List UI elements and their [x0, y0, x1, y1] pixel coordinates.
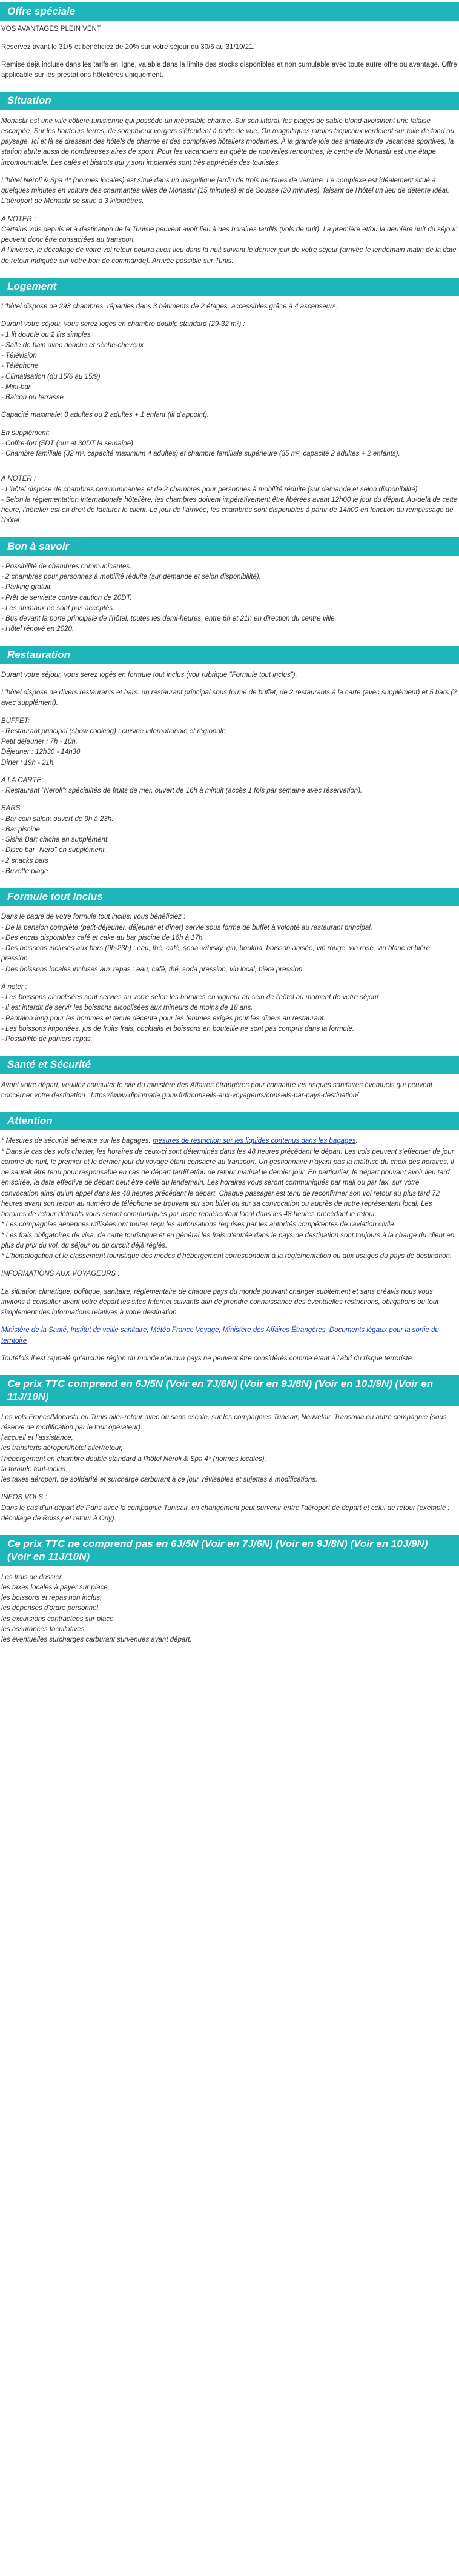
section-restauration	[0, 646, 459, 877]
sante-text: Avant votre départ, veuillez consulter le site du ministère des Affaires étrangères pour connaître les risques sanitaires éventuels qui peuvent concerner votre destination : https://www.diplomatie.gouv.fr/fr/conseils-aux-voyageurs/conseils-par-pays-destination/	[1, 1081, 433, 1099]
restauration-block: A LA CARTE: - Restaurant "Neroli": spécialités de fruits de mer, ouvert de 16h à minuit (accès 1 fois par semaine avec réservation).	[1, 776, 363, 794]
info-text: La situation climatique, politique, sanitaire, réglementaire de chaque pays du monde pouvant changer subitement et sans préavis nous vous invitons à consulter avant votre départ les sites Internet suivants afin de prendre connaissance des éventuelles restrictions, obligations ou tout simplement des informations relatives à votre destination.	[1, 1288, 439, 1316]
section-situation	[0, 92, 459, 267]
section-attention	[0, 1112, 459, 1364]
comprend-body	[0, 1413, 459, 1525]
comprend-item: les taxes aéroport, de solidarité et surcharge carburant à ce jour, révisables et sujettes à modifications.	[1, 1476, 318, 1483]
section-title-offre: Offre spéciale	[0, 2, 459, 21]
section-bon-a-savoir	[0, 537, 459, 635]
section-title-bon-a-savoir: Bon à savoir	[0, 537, 459, 556]
offre-line: Réservez avant le 31/5 et bénéficiez de 20% sur votre séjour du 30/6 au 31/10/21.	[1, 43, 255, 51]
attention-intro: * Mesures de sécurité aérienne sur les bagages:	[1, 1137, 153, 1145]
section-formule	[0, 888, 459, 1045]
attention-rest: . * Dans le cas des vols charter, les horaires de ceux-ci sont déterminés dans les 48 heures précédant le départ. Les vols peuvent s'effectuer de jour comme de nuit, le premier et le dernier jour du voyage étant consacré au transport. Un gestionnaire n'ayant pas la maîtrise du choix des horaires, il ne saurait être tenu pour responsable en cas de départ tardif et/ou de retour matinal le dernier jour. En particulier, le départ pouvant avoir lieu tard en soirée, la date effective de départ peut être celle du lendemain. Les horaires vous seront communiqués par mail ou par fax, sur votre convocation ainsi qu'un appel dans les 48 heures précédant le départ. Chaque passager est tenu de reconfirmer son vol retour au plus tard 72 heures avant son retour au numéro de téléphone se trouvant sur son billet ou sur sa convocation ou auprès de notre représentant local. Les horaires de retour définitifs vous seront communiqués par notre représentant local dans les 48 heures précédant le retour. * Les compagnies aériennes utilisées ont toutes reçu les autorisations requises par les autorités compétentes de l'aviation civile. * Les frais obligatoires de visa, de carte touristique et en général les frais d'entrée dans le pays de destination sont toujours à la charge du client en plus du prix du vol, du séjour ou du circuit déjà réglés. * L'homologation et le classement touristique des modes d'hébergement correspondent à la réglementation ou aux usages du pays de destination.	[1, 1137, 455, 1260]
section-title-ne-comprend: Ce prix TTC ne comprend pas en 6J/5N (Voir en 7J/6N) (Voir en 9J/8N) (Voir en 10J/9N) (Voir en 11J/10N)	[0, 1535, 459, 1566]
comprend-item: l'accueil et l'assistance,	[1, 1434, 73, 1442]
infovols-title: INFOS VOLS :	[1, 1494, 47, 1502]
ne-comprend-item: les assurances facultatives.	[1, 1625, 87, 1633]
logement-body	[0, 302, 459, 527]
logement-block: Durant votre séjour, vous serez logés en chambre double standard (29-32 m²) : - 1 lit double ou 2 lits simples - Salle de bain avec douche et sèche-cheveux - Télévision - Téléphone - Climatisation (du 15/6 au 15/9) - Mini-bar - Balcon ou terrasse	[1, 321, 245, 401]
formule-block: Dans le cadre de votre formule tout inclus, vous bénéficiez : - De la pension complète (petit-déjeuner, déjeuner et dîner) servie sous forme de buffet à volonté au restaurant principal. - Des encas disponibles café et cake au bar piscine de 16h à 17h. - Des boissons incluses aux bars (9h-23h) : eau, thé, café, soda, whisky, gin, boukha, boisson anisée, vin rouge, vin rosé, vin blanc et bière pression. - Des boissons locales incluses aux repas : eau, café, thé, soda pression, vin local, bière pression.	[1, 913, 431, 973]
offre-line: Remise déjà incluse dans les tarifs en ligne, valable dans la limite des stocks disponibles et non cumulable avec toute autre offre ou avantage. Offre applicable sur les prestations hôtelières uniquement.	[1, 61, 457, 79]
situation-paragraph: L'hôtel Néroli & Spa 4* (normes locales) est situé dans un magnifique jardin de trois hectares de verdure. Le complexe est idéalement situé à quelques minutes en voiture des charmantes villes de Monastir (15 minutes) et de Sousse (20 minutes), faisant de l'hôtel un lieu de détente idéal. L'aéroport de Monastir se situe à 3 kilomètres.	[1, 176, 449, 205]
link-veille-sanitaire[interactable]: Institut de veille sanitaire	[70, 1326, 147, 1334]
section-offre	[0, 2, 459, 81]
bon-a-savoir-item: - Possibilité de chambres communicantes.	[1, 562, 132, 570]
bon-a-savoir-item: - Prêt de serviette contre caution de 20DT.	[1, 594, 132, 602]
restauration-block: BUFFET: - Restaurant principal (show cooking) : cuisine internationale et régionale. Petit déjeuner : 7h - 10h. Déjeuner : 12h30 - 14h30. Dîner : 19h - 21h.	[1, 717, 228, 767]
logement-block: A NOTER : - L'hôtel dispose de chambres communicantes et de 2 chambres pour personnes à mobilité réduite (sur demande et selon disponibilité). - Selon la réglementation internationale hôtelière, les chambres doivent impérativement être libérées avant 12h00 le jour du départ. Au-delà de cette heure, l'hôtelier est en droit de facturer le client. Le jour de l'arrivée, les chambres sont disponibles à partir de 14h00 en fonction du remplissage de l'hôtel.	[1, 475, 458, 525]
restauration-block: Durant votre séjour, vous serez logés en formule tout inclus (voir rubrique "Formule tout inclus").	[1, 671, 297, 679]
logement-block: L'hôtel dispose de 293 chambres, réparties dans 3 bâtiments de 2 étages, accessibles grâce à 4 ascenseurs.	[1, 303, 338, 310]
comprend-item: la formule tout-inclus.	[1, 1465, 68, 1473]
section-logement	[0, 278, 459, 527]
link-documents-legaux[interactable]: Documents légaux pour la sortie du territoire	[1, 1326, 439, 1345]
section-title-formule: Formule tout inclus	[0, 888, 459, 906]
restauration-block: L'hôtel dispose de divers restaurants et bars: un restaurant principal sous forme de buffet, de 2 restaurants à la carte (avec supplément) et 5 bars (2 avec supplément).	[1, 689, 457, 707]
sante-body	[0, 1080, 459, 1102]
infovols-text: Dans le cas d'un départ de Paris avec la compagnie Tunisair, un changement peut survenir entre l'aéroport de départ et celui de retour (exemple : décollage de Roissy et retour à Orly).	[1, 1504, 450, 1522]
formule-body	[0, 912, 459, 1045]
section-comprend	[0, 1375, 459, 1524]
comprend-item: les transferts aéroport/hôtel aller/retour,	[1, 1445, 123, 1453]
logement-block: En supplément: - Coffre-fort (5DT (our et 30DT la semaine). - Chambre familiale (32 m², capacité maximum 4 adultes) et chambre familiale supérieure (35 m², capacité 2 adultes + 2 enfants).	[1, 429, 400, 458]
section-sante	[0, 1056, 459, 1101]
ne-comprend-body	[0, 1573, 459, 1646]
ne-comprend-item: Les frais de dossier,	[1, 1573, 64, 1581]
link-sante[interactable]: Ministère de la Santé	[1, 1326, 67, 1334]
comprend-item: l'hébergement en chambre double standard à l'hôtel Néroli & Spa 4* (normes locales),	[1, 1455, 266, 1463]
ne-comprend-item: les boissons et repas non inclus,	[1, 1594, 102, 1602]
ne-comprend-item: les dépenses d'ordre personnel,	[1, 1605, 101, 1612]
final-text: Toutefois il est rappelé qu'aucune région du monde n'aucun pays ne peuvent être considérés comme étant à l'abri du risque terroriste.	[1, 1354, 414, 1362]
info-title: INFORMATIONS AUX VOYAGEURS :	[1, 1270, 120, 1278]
situation-paragraph: A NOTER : Certains vols depuis et à destination de la Tunisie peuvent avoir lieu à des horaires tardifs (vols de nuit). La première et/ou la dernière nuit du séjour peuvent donc être consacrées au transport. A l'inverse, le décollage de votre vol retour pourra avoir lieu dans la nuit suivant le dernier jour de votre séjour (arrivée le lendemain matin de la date de retour indiquée sur votre bon de commande). Arrivée possible sur Tunis.	[1, 215, 457, 265]
attention-body	[0, 1136, 459, 1364]
section-title-sante: Santé et Sécurité	[0, 1056, 459, 1074]
link-meteo[interactable]: Météo France Voyage	[150, 1326, 219, 1334]
link-affaires-etrangeres[interactable]: Ministère des Affaires Étrangères	[222, 1326, 326, 1334]
section-title-comprend: Ce prix TTC comprend en 6J/5N (Voir en 7J/6N) (Voir en 9J/8N) (Voir en 10J/9N) (Voir en 11J/10N)	[0, 1375, 459, 1406]
bon-a-savoir-item: - Hôtel rénové en 2020.	[1, 625, 74, 633]
section-ne-comprend	[0, 1535, 459, 1645]
logement-block: Capacité maximale: 3 adultes ou 2 adultes + 1 enfant (lit d'appoint).	[1, 411, 210, 419]
section-title-attention: Attention	[0, 1112, 459, 1130]
comprend-item: Les vols France/Monastir ou Tunis aller-retour avec ou sans escale, sur les compagnies Tunisair, Nouvelair, Transavia ou autre compagnie (sous réserve de modification par le tour opérateur).	[1, 1413, 447, 1431]
offre-line: VOS AVANTAGES PLEIN VENT	[1, 25, 101, 33]
section-title-logement: Logement	[0, 278, 459, 296]
bon-a-savoir-body	[0, 562, 459, 635]
ne-comprend-item: les excursions contractées sur place,	[1, 1615, 116, 1623]
restauration-body	[0, 670, 459, 877]
liquid-restriction-link[interactable]: mesures de restriction sur les liquides contenus dans les bagages	[152, 1137, 356, 1145]
info-links: Ministère de la Santé, Institut de veille sanitaire, Météo France Voyage, Ministère des Affaires Étrangères, Documents légaux pour la sortie du territoire	[1, 1326, 439, 1345]
offre-body	[0, 24, 459, 81]
bon-a-savoir-item: - Les animaux ne sont pas acceptés.	[1, 604, 115, 612]
formule-block: A noter : - Les boissons alcoolisées sont servies au verre selon les horaires en vigueur au sein de l'hôtel au moment de votre séjour - Il est interdit de servir les boissons alcoolisées aux mineurs de moins de 18 ans. - Pantalon long pour les hommes et tenue décente pour les femmes exigés pour les dîners au restaurant. - Les boissons importées, jus de fruits frais, cocktails et boissons en bouteille ne sont pas compris dans la formule. - Possibilité de paniers repas.	[1, 983, 379, 1043]
ne-comprend-item: les éventuelles surcharges carburant survenues avant départ.	[1, 1636, 192, 1643]
situation-paragraph: Monastir est une ville côtière tunisienne qui possède un irrésistible charme. Sur son littoral, les plages de sable blond avoisinent une falaise escarpée. Sur les hauteurs terres, de somptueux vergers s'étendent à perte de vue. Ou magnifiques jardins tropicaux verdoient sur toile de fond au paysage. Ici et là se dressent des hôtels de charme et des complexes hôteliers modernes. À la grande joie des amateurs de vacances sportives, la station abrite aussi de nombreuses aires de sport. Pour les vacanciers en quête de nouvelles rencontres, le centre de Monastir est une étape incontournable. Les cafés et bistrots qui y sont implantés sont très appréciés des touristes.	[1, 117, 455, 167]
ne-comprend-item: les taxes locales à payer sur place,	[1, 1583, 110, 1591]
bon-a-savoir-item: - 2 chambres pour personnes à mobilité réduite (sur demande et selon disponibilité).	[1, 573, 261, 581]
restauration-block: BARS - Bar coin salon: ouvert de 9h à 23h. - Bar piscine - Sisha Bar: chicha en supplément. - Disco bar "Nero" en supplément. - 2 snacks bars - Buvette plage	[1, 805, 114, 875]
situation-body	[0, 116, 459, 267]
bon-a-savoir-item: - Bus devant la porte principale de l'hôtel, toutes les demi-heures, entre 6h et 21h en direction du centre ville.	[1, 615, 337, 622]
section-title-situation: Situation	[0, 92, 459, 110]
bon-a-savoir-item: - Parking gratuit.	[1, 584, 53, 591]
section-title-restauration: Restauration	[0, 646, 459, 664]
attention-bullets	[1, 1136, 458, 1262]
